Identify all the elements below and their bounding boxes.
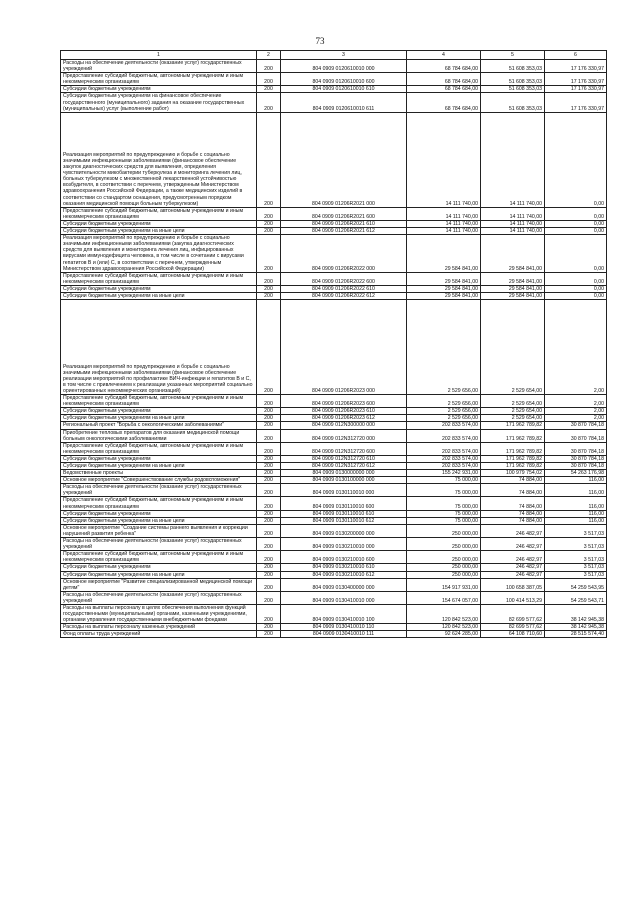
row-budget-code: 804 0909 01206R2021 610 [281,220,407,227]
row-executed-amount: 171 962 789,82 [481,442,545,455]
row-description: Ведомственные проекты [61,470,257,477]
row-admin-code: 200 [257,442,281,455]
table-row [61,564,607,571]
row-unexecuted-amount: 2,00 [545,300,607,395]
row-approved-amount: 250 000,00 [407,538,481,551]
row-admin-code: 200 [257,207,281,220]
table-row [61,272,607,285]
row-executed-amount: 74 884,00 [481,497,545,510]
row-budget-code: 804 0909 012N312720 600 [281,442,407,455]
row-executed-amount: 2 529 654,00 [481,415,545,422]
row-approved-amount: 75 000,00 [407,510,481,517]
row-admin-code: 200 [257,455,281,462]
row-description: Основное мероприятие "Создание системы раннего выявления и коррекции нарушений развития ребенка" [61,524,257,537]
row-executed-amount: 14 111 740,00 [481,228,545,235]
row-admin-code: 200 [257,300,281,395]
row-approved-amount: 154 917 931,00 [407,578,481,591]
col-header-5: 5 [481,51,545,60]
row-executed-amount: 14 111 740,00 [481,220,545,227]
row-description: Предоставление субсидий бюджетным, автономным учреждениям и иным некоммерческим организациям [61,497,257,510]
row-description: Субсидии бюджетным учреждениям на иные цели [61,228,257,235]
row-approved-amount: 250 000,00 [407,571,481,578]
row-budget-code: 804 0909 01206R2022 612 [281,292,407,299]
row-executed-amount: 2 529 654,00 [481,395,545,408]
row-approved-amount: 202 833 574,00 [407,429,481,442]
row-description: Субсидии бюджетным учреждениям на иные цели [61,292,257,299]
row-admin-code: 200 [257,564,281,571]
row-admin-code: 200 [257,395,281,408]
row-unexecuted-amount: 17 176 330,97 [545,73,607,86]
row-description: Расходы на выплаты персоналу казенных учреждений [61,624,257,631]
table-row [61,408,607,415]
row-admin-code: 200 [257,422,281,429]
row-description: Субсидии бюджетным учреждениям [61,408,257,415]
row-budget-code: 804 0909 01206R2023 610 [281,408,407,415]
col-header-2: 2 [257,51,281,60]
row-admin-code: 200 [257,591,281,604]
table-row [61,429,607,442]
row-budget-code: 804 0909 0130110010 600 [281,497,407,510]
row-admin-code: 200 [257,415,281,422]
row-description: Субсидии бюджетным учреждениям [61,86,257,93]
row-executed-amount: 51 608 353,03 [481,86,545,93]
row-approved-amount: 2 529 656,00 [407,395,481,408]
row-budget-code: 804 0909 0130210010 000 [281,538,407,551]
table-row [61,631,607,638]
row-unexecuted-amount: 2,00 [545,408,607,415]
row-executed-amount: 82 699 577,62 [481,604,545,623]
row-budget-code: 804 0909 0120610010 611 [281,93,407,112]
row-executed-amount: 2 529 654,00 [481,300,545,395]
row-approved-amount: 68 784 684,00 [407,60,481,73]
row-unexecuted-amount: 30 870 784,18 [545,422,607,429]
table-row [61,463,607,470]
row-admin-code: 200 [257,60,281,73]
row-admin-code: 200 [257,578,281,591]
row-approved-amount: 68 784 684,00 [407,73,481,86]
row-description: Региональный проект "Борьба с онкологическими заболеваниями" [61,422,257,429]
row-approved-amount: 29 584 841,00 [407,285,481,292]
row-admin-code: 200 [257,497,281,510]
table-row [61,220,607,227]
row-admin-code: 200 [257,624,281,631]
row-budget-code: 804 0909 0120610010 610 [281,86,407,93]
row-unexecuted-amount: 116,00 [545,517,607,524]
table-row [61,300,607,395]
row-unexecuted-amount: 30 870 784,18 [545,463,607,470]
row-admin-code: 200 [257,538,281,551]
row-unexecuted-amount: 30 870 784,18 [545,455,607,462]
row-admin-code: 200 [257,285,281,292]
row-unexecuted-amount: 2,00 [545,395,607,408]
row-budget-code: 804 0909 012N312720 000 [281,429,407,442]
row-budget-code: 804 0909 0130110010 610 [281,510,407,517]
row-approved-amount: 202 833 574,00 [407,463,481,470]
row-admin-code: 200 [257,73,281,86]
row-unexecuted-amount: 2,00 [545,415,607,422]
table-row [61,228,607,235]
row-budget-code: 804 0909 012N312720 610 [281,455,407,462]
row-executed-amount: 51 608 353,03 [481,60,545,73]
row-admin-code: 200 [257,86,281,93]
row-budget-code: 804 0909 01206R2021 000 [281,112,407,207]
row-description: Фонд оплаты труда учреждений [61,631,257,638]
row-description: Субсидии бюджетным учреждениям [61,510,257,517]
row-admin-code: 200 [257,228,281,235]
table-row [61,73,607,86]
table-row [61,292,607,299]
row-admin-code: 200 [257,408,281,415]
row-admin-code: 200 [257,235,281,273]
col-header-6: 6 [545,51,607,60]
row-unexecuted-amount: 0,00 [545,272,607,285]
table-body [61,60,607,638]
table-row [61,442,607,455]
row-budget-code: 804 0909 0120610010 000 [281,60,407,73]
row-executed-amount: 171 962 789,82 [481,429,545,442]
row-budget-code: 804 0909 012N312720 612 [281,463,407,470]
row-admin-code: 200 [257,604,281,623]
row-executed-amount: 14 111 740,00 [481,207,545,220]
row-description: Предоставление субсидий бюджетным, автономным учреждениям и иным некоммерческим организациям [61,551,257,564]
col-header-3: 3 [281,51,407,60]
row-budget-code: 804 0909 0130410010 000 [281,591,407,604]
row-admin-code: 200 [257,470,281,477]
row-unexecuted-amount: 0,00 [545,285,607,292]
row-unexecuted-amount: 30 870 784,18 [545,442,607,455]
row-admin-code: 200 [257,463,281,470]
row-description: Расходы на выплаты персоналу в целях обеспечения выполнения функций государственными (муниципальными) органами, казенными учреждениями, органами управления государственными внебюджетными фондами [61,604,257,623]
row-approved-amount: 250 000,00 [407,564,481,571]
row-executed-amount: 29 584 841,00 [481,272,545,285]
row-executed-amount: 29 584 841,00 [481,235,545,273]
row-description: Основное мероприятие "Развитие специализированной медицинской помощи детям" [61,578,257,591]
row-unexecuted-amount: 54 259 543,71 [545,591,607,604]
row-approved-amount: 202 833 574,00 [407,422,481,429]
row-unexecuted-amount: 17 176 330,97 [545,60,607,73]
table-row [61,591,607,604]
table-row [61,477,607,484]
row-admin-code: 200 [257,571,281,578]
table-row [61,517,607,524]
table-row [61,285,607,292]
row-description: Предоставление субсидий бюджетным, автономным учреждениям и иным некоммерческим организациям [61,73,257,86]
row-unexecuted-amount: 0,00 [545,292,607,299]
table-row [61,112,607,207]
row-unexecuted-amount: 54 263 176,98 [545,470,607,477]
row-executed-amount: 100 658 387,05 [481,578,545,591]
row-executed-amount: 171 962 789,82 [481,455,545,462]
row-executed-amount: 74 884,00 [481,477,545,484]
row-executed-amount: 14 111 740,00 [481,112,545,207]
row-admin-code: 200 [257,631,281,638]
row-executed-amount: 51 608 353,03 [481,93,545,112]
row-description: Приобретение тепловых препаратов для оказания медицинской помощи больным онкологическими заболеваниями [61,429,257,442]
row-description: Предоставление субсидий бюджетным, автономным учреждениям и иным некоммерческим организациям [61,207,257,220]
row-admin-code: 200 [257,220,281,227]
row-description: Реализация мероприятий по предупреждению и борьбе с социально значимыми инфекционными заболеваниями (закупка диагностических средств для выявления и мониторинга лечения лиц, инфицированных вирусами иммунодефицита человека, в том числе в сочетании с вирусами гепатитов B и (или) C, в соответствии с перечнем, утвержденным Министерством здравоохранения Российской Федерации) [61,235,257,273]
table-row [61,624,607,631]
row-approved-amount: 14 111 740,00 [407,228,481,235]
row-budget-code: 804 0909 01206R2021 612 [281,228,407,235]
row-approved-amount: 250 000,00 [407,551,481,564]
row-budget-code: 804 0909 01206R2022 610 [281,285,407,292]
row-approved-amount: 29 584 841,00 [407,292,481,299]
row-executed-amount: 100 979 754,02 [481,470,545,477]
row-budget-code: 804 0909 0130410010 111 [281,631,407,638]
row-description: Расходы на обеспечение деятельности (оказание услуг) государственных учреждений [61,484,257,497]
row-approved-amount: 75 000,00 [407,484,481,497]
row-admin-code: 200 [257,429,281,442]
row-executed-amount: 74 884,00 [481,510,545,517]
row-description: Расходы на обеспечение деятельности (оказание услуг) государственных учреждений [61,538,257,551]
row-approved-amount: 202 833 574,00 [407,455,481,462]
table-row [61,551,607,564]
row-admin-code: 200 [257,524,281,537]
row-budget-code: 804 0909 0130110010 000 [281,484,407,497]
row-approved-amount: 75 000,00 [407,477,481,484]
row-description: Субсидии бюджетным учреждениям [61,220,257,227]
row-unexecuted-amount: 0,00 [545,220,607,227]
row-unexecuted-amount: 116,00 [545,497,607,510]
row-approved-amount: 2 529 656,00 [407,408,481,415]
table-row [61,93,607,112]
row-description: Основное мероприятие "Совершенствование службы родовспоможения" [61,477,257,484]
row-approved-amount: 29 584 841,00 [407,272,481,285]
table-row [61,604,607,623]
row-budget-code: 804 0909 0130110010 612 [281,517,407,524]
row-unexecuted-amount: 0,00 [545,207,607,220]
row-unexecuted-amount: 0,00 [545,228,607,235]
row-approved-amount: 14 111 740,00 [407,220,481,227]
row-budget-code: 804 0909 0130100000 000 [281,477,407,484]
row-approved-amount: 14 111 740,00 [407,207,481,220]
row-approved-amount: 2 529 656,00 [407,300,481,395]
row-executed-amount: 29 584 841,00 [481,285,545,292]
table-row [61,524,607,537]
row-approved-amount: 75 000,00 [407,497,481,510]
row-admin-code: 200 [257,272,281,285]
row-approved-amount: 155 242 931,00 [407,470,481,477]
table-row [61,86,607,93]
row-budget-code: 804 0909 012N300000 000 [281,422,407,429]
row-admin-code: 200 [257,510,281,517]
row-approved-amount: 92 624 285,00 [407,631,481,638]
row-unexecuted-amount: 28 515 574,40 [545,631,607,638]
row-budget-code: 804 0909 01206R2023 612 [281,415,407,422]
row-unexecuted-amount: 3 517,03 [545,571,607,578]
budget-table [60,50,607,638]
row-approved-amount: 202 833 574,00 [407,442,481,455]
col-header-1: 1 [61,51,257,60]
row-executed-amount: 246 482,97 [481,538,545,551]
row-executed-amount: 74 884,00 [481,517,545,524]
row-executed-amount: 2 529 654,00 [481,408,545,415]
row-description: Реализация мероприятий по предупреждению и борьбе с социально значимыми инфекционными заболеваниями (финансовое обеспечение закупок диагностических средств для выявления, определения чувствительности микобактерии туберкулеза и мониторинга лечения лиц, больных туберкулезом с множественной лекарственной устойчивостью возбудителя, в соответствии с перечнем, утвержденным Министерством здравоохранения Российской Федерации, а также медицинских изделий в соответствии со стандартом оснащения, предусмотренным порядком оказания медицинской помощи больным туберкулезом) [61,112,257,207]
row-description: Реализация мероприятий по предупреждению и борьбе с социально значимыми инфекционными заболеваниями (финансовое обеспечение реализации мероприятий по профилактике ВИЧ-инфекции и гепатитов B и C, в том числе с привлечением к реализации указанных мероприятий социально ориентированных некоммерческих организаций) [61,300,257,395]
row-unexecuted-amount: 17 176 330,97 [545,86,607,93]
row-unexecuted-amount: 3 517,03 [545,551,607,564]
table-row [61,60,607,73]
row-budget-code: 804 0909 0130200000 000 [281,524,407,537]
row-admin-code: 200 [257,517,281,524]
row-executed-amount: 82 699 577,62 [481,624,545,631]
row-budget-code: 804 0909 0120610010 600 [281,73,407,86]
row-description: Расходы на обеспечение деятельности (оказание услуг) государственных учреждений [61,60,257,73]
row-approved-amount: 120 842 523,00 [407,604,481,623]
table-row [61,455,607,462]
row-budget-code: 804 0909 01206R2023 600 [281,395,407,408]
row-executed-amount: 100 414 513,29 [481,591,545,604]
row-unexecuted-amount: 3 517,03 [545,524,607,537]
table-row [61,571,607,578]
row-unexecuted-amount: 17 176 330,97 [545,93,607,112]
row-budget-code: 804 0909 0130210010 610 [281,564,407,571]
row-description: Субсидии бюджетным учреждениям на иные цели [61,415,257,422]
table-row [61,395,607,408]
table-row [61,207,607,220]
row-executed-amount: 246 482,97 [481,524,545,537]
row-admin-code: 200 [257,477,281,484]
row-budget-code: 804 0909 0130400000 000 [281,578,407,591]
row-executed-amount: 64 108 710,60 [481,631,545,638]
row-description: Субсидии бюджетным учреждениям [61,564,257,571]
row-admin-code: 200 [257,112,281,207]
table-row [61,484,607,497]
row-budget-code: 804 0909 01206R2021 600 [281,207,407,220]
row-approved-amount: 68 784 684,00 [407,93,481,112]
row-executed-amount: 74 884,00 [481,484,545,497]
row-executed-amount: 51 608 353,03 [481,73,545,86]
table-row [61,510,607,517]
row-admin-code: 200 [257,292,281,299]
row-approved-amount: 250 000,00 [407,524,481,537]
row-budget-code: 804 0909 0130410010 110 [281,624,407,631]
row-executed-amount: 246 482,97 [481,551,545,564]
row-unexecuted-amount: 116,00 [545,484,607,497]
row-executed-amount: 29 584 841,00 [481,292,545,299]
row-admin-code: 200 [257,484,281,497]
row-unexecuted-amount: 3 517,03 [545,538,607,551]
row-executed-amount: 246 482,97 [481,571,545,578]
col-header-4: 4 [407,51,481,60]
row-approved-amount: 75 000,00 [407,517,481,524]
table-row [61,578,607,591]
row-executed-amount: 171 962 789,82 [481,463,545,470]
table-row [61,497,607,510]
row-budget-code: 804 0909 01206R2022 000 [281,235,407,273]
row-executed-amount: 246 482,97 [481,564,545,571]
row-approved-amount: 29 584 841,00 [407,235,481,273]
row-budget-code: 804 0909 0130000000 000 [281,470,407,477]
row-unexecuted-amount: 38 142 945,38 [545,624,607,631]
row-description: Субсидии бюджетным учреждениям на иные цели [61,571,257,578]
row-approved-amount: 120 842 523,00 [407,624,481,631]
table-row [61,538,607,551]
row-unexecuted-amount: 116,00 [545,477,607,484]
table-row [61,235,607,273]
row-description: Субсидии бюджетным учреждениям на иные цели [61,517,257,524]
row-unexecuted-amount: 0,00 [545,112,607,207]
table-row [61,422,607,429]
row-budget-code: 804 0909 0130410010 100 [281,604,407,623]
row-admin-code: 200 [257,93,281,112]
row-budget-code: 804 0909 0130210010 612 [281,571,407,578]
row-executed-amount: 171 962 789,82 [481,422,545,429]
table-header-row [61,51,607,60]
row-admin-code: 200 [257,551,281,564]
row-description: Предоставление субсидий бюджетным, автономным учреждениям и иным некоммерческим организациям [61,272,257,285]
row-budget-code: 804 0909 0130210010 600 [281,551,407,564]
row-approved-amount: 154 674 057,00 [407,591,481,604]
row-approved-amount: 14 111 740,00 [407,112,481,207]
row-approved-amount: 2 529 656,00 [407,415,481,422]
row-budget-code: 804 0909 01206R2023 000 [281,300,407,395]
row-budget-code: 804 0909 01206R2022 600 [281,272,407,285]
row-unexecuted-amount: 116,00 [545,510,607,517]
row-unexecuted-amount: 38 142 945,38 [545,604,607,623]
row-description: Субсидии бюджетным учреждениям на иные цели [61,463,257,470]
table-row [61,470,607,477]
row-description: Субсидии бюджетным учреждениям [61,455,257,462]
row-description: Субсидии бюджетным учреждениям на финансовое обеспечение государственного (муниципального) задания на оказание государственных (муниципальных) услуг (выполнение работ) [61,93,257,112]
table-row [61,415,607,422]
row-unexecuted-amount: 54 259 543,95 [545,578,607,591]
row-description: Предоставление субсидий бюджетным, автономным учреждениям и иным некоммерческим организациям [61,442,257,455]
row-approved-amount: 68 784 684,00 [407,86,481,93]
row-unexecuted-amount: 3 517,03 [545,564,607,571]
row-description: Расходы на обеспечение деятельности (оказание услуг) государственных учреждений [61,591,257,604]
page-number: 73 [315,36,325,46]
row-description: Предоставление субсидий бюджетным, автономным учреждениям и иным некоммерческим организациям [61,395,257,408]
row-unexecuted-amount: 0,00 [545,235,607,273]
row-unexecuted-amount: 30 870 784,18 [545,429,607,442]
row-description: Субсидии бюджетным учреждениям [61,285,257,292]
